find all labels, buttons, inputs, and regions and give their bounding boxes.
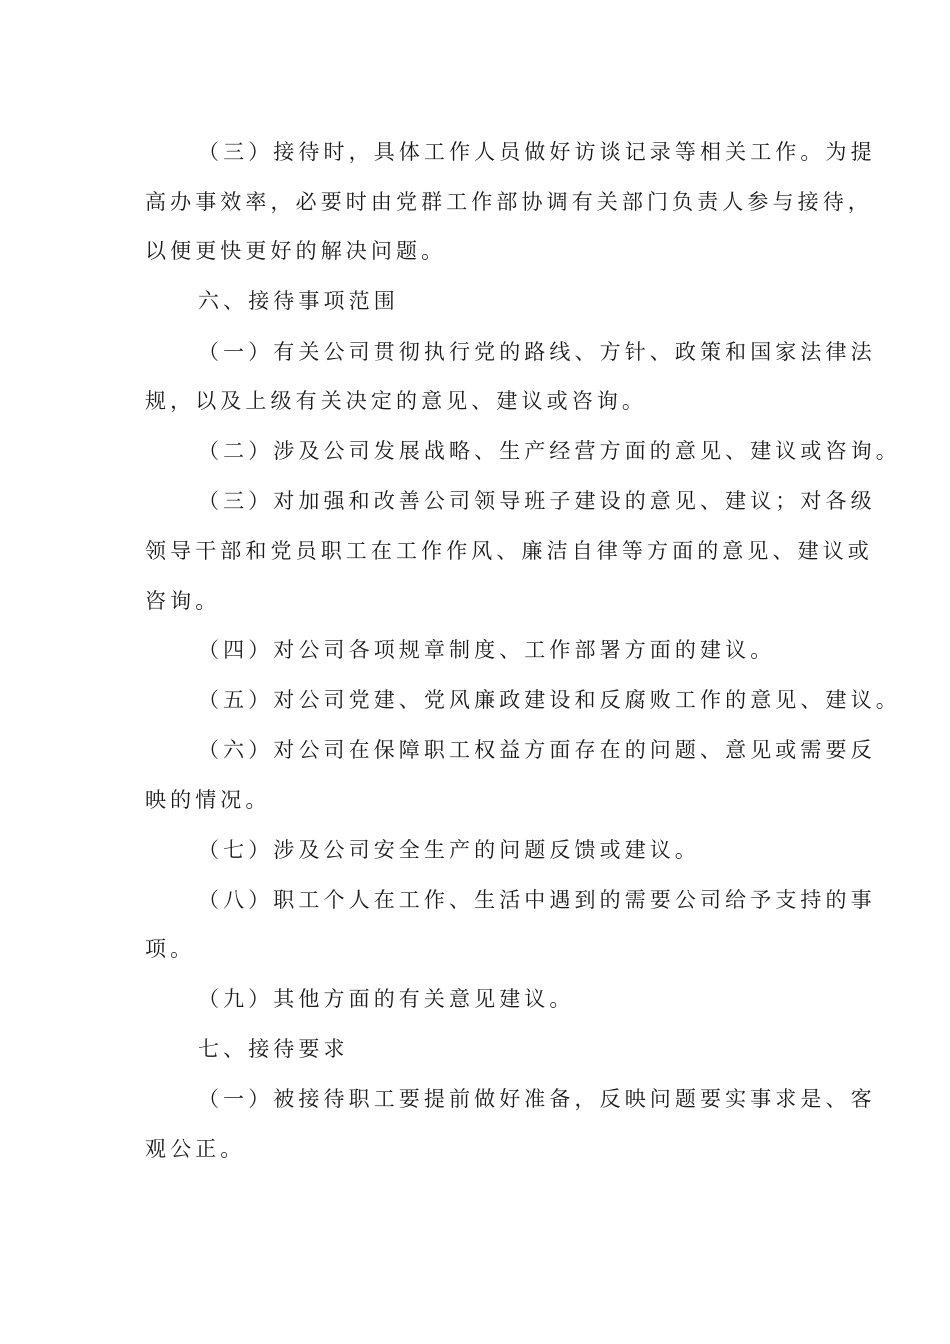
paragraph-line: （四）对公司各项规章制度、工作部署方面的建议。	[198, 638, 776, 662]
paragraph-line: （一）被接待职工要提前做好准备，反映问题要实事求是、客	[198, 1087, 876, 1111]
paragraph-line: （九）其他方面的有关意见建议。	[198, 987, 575, 1011]
paragraph-line: 高办事效率，必要时由党群工作部协调有关部门负责人参与接待，	[145, 190, 873, 214]
paragraph-line: 领导干部和党员职工在工作作风、廉洁自律等方面的意见、建议或	[145, 539, 873, 563]
paragraph-line: 观公正。	[145, 1137, 246, 1161]
paragraph-line: （二）涉及公司发展战略、生产经营方面的意见、建议或咨询。	[198, 439, 901, 463]
paragraph-line: 规，以及上级有关决定的意见、建议或咨询。	[145, 389, 647, 413]
paragraph-line: （七）涉及公司安全生产的问题反馈或建议。	[198, 838, 700, 862]
paragraph-line: 项。	[145, 937, 196, 961]
paragraph-line: （一）有关公司贯彻执行党的路线、方针、政策和国家法律法	[198, 340, 876, 364]
section-heading: 七、接待要求	[198, 1037, 349, 1061]
paragraph-line: 以便更快更好的解决问题。	[145, 239, 447, 263]
paragraph-line: （八）职工个人在工作、生活中遇到的需要公司给予支持的事	[198, 888, 876, 912]
paragraph-line: （三）对加强和改善公司领导班子建设的意见、建议；对各级	[198, 489, 876, 513]
paragraph-line: （六）对公司在保障职工权益方面存在的问题、意见或需要反	[198, 738, 876, 762]
paragraph-line: 咨询。	[145, 589, 221, 613]
paragraph-line: 映的情况。	[145, 788, 271, 812]
paragraph-line: （五）对公司党建、党风廉政建设和反腐败工作的意见、建议。	[198, 688, 901, 712]
paragraph-line: （三）接待时，具体工作人员做好访谈记录等相关工作。为提	[198, 140, 876, 164]
section-heading: 六、接待事项范围	[198, 289, 399, 313]
